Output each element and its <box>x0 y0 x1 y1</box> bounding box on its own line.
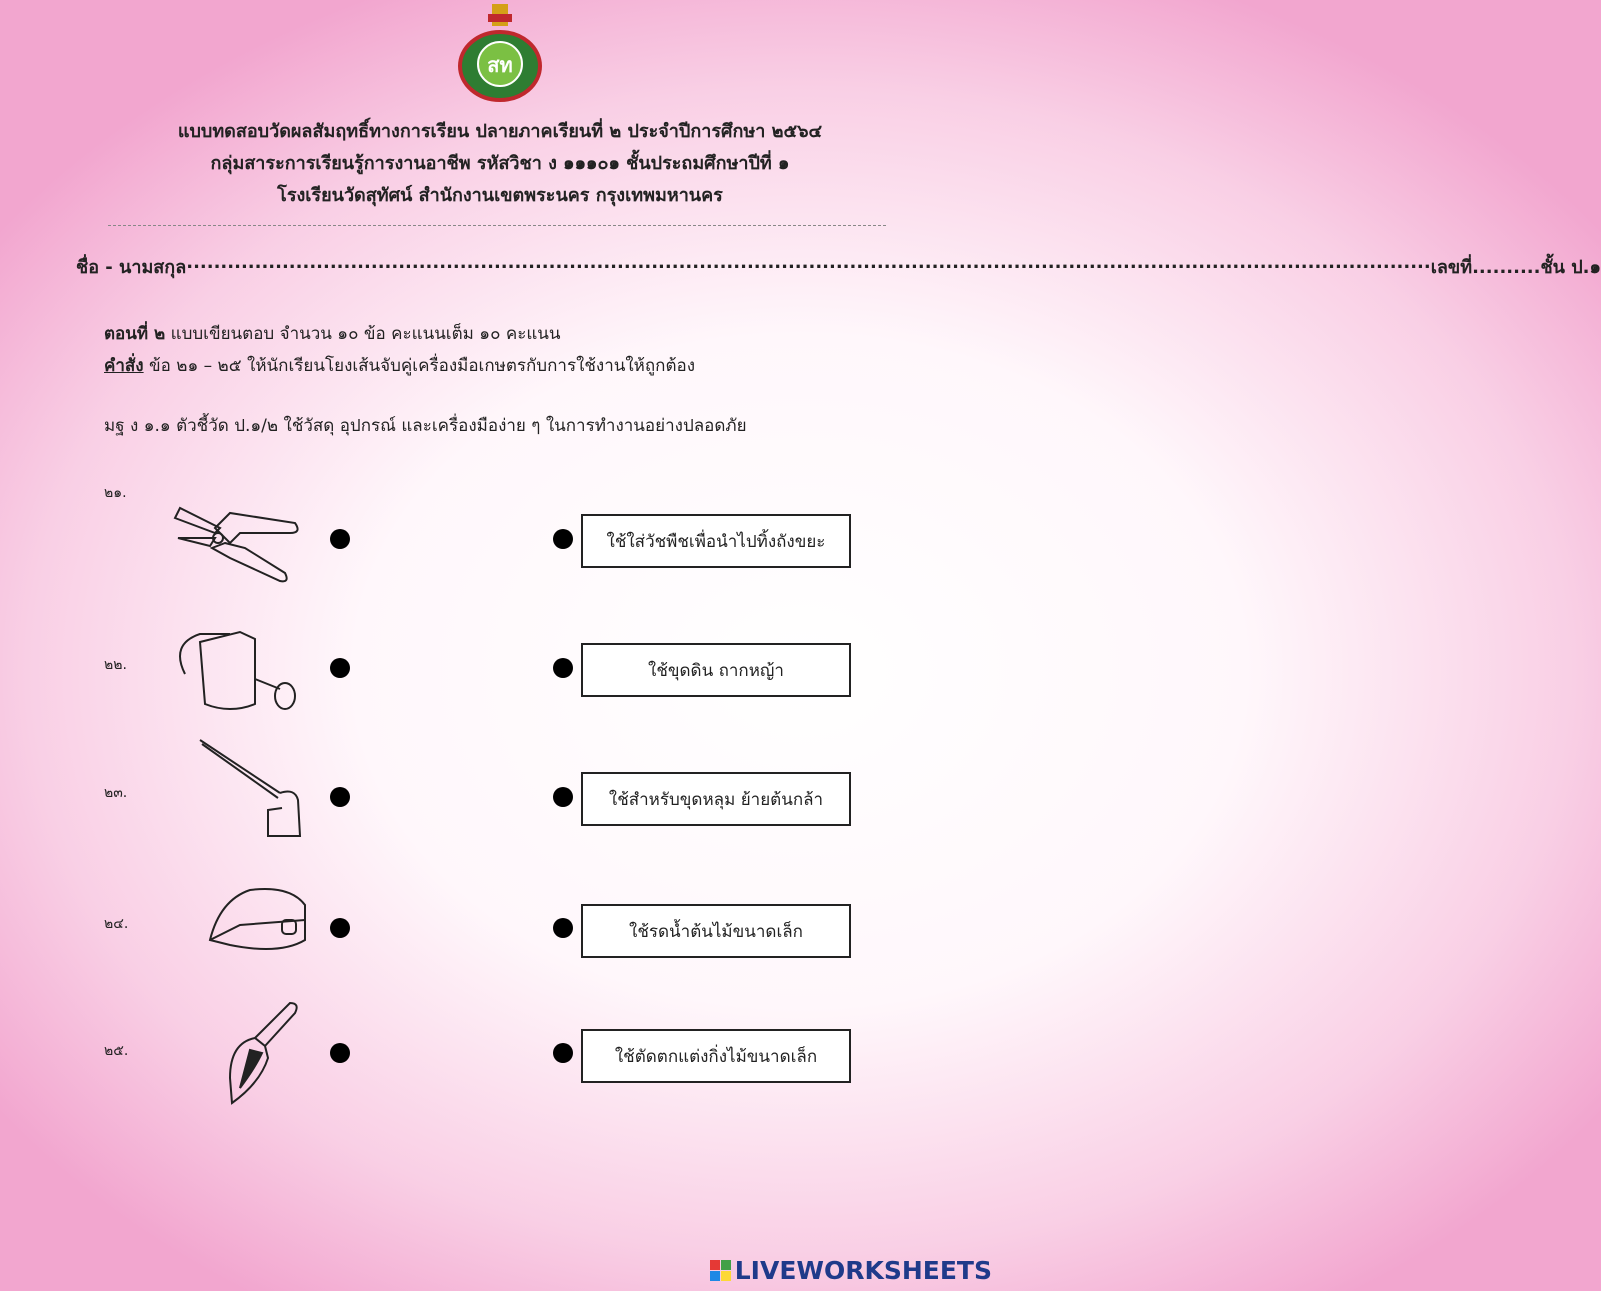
answer-box: ใช้ตัดตกแต่งกิ่งไม้ขนาดเล็ก <box>581 1029 851 1083</box>
answer-box: ใช้รดน้ำต้นไม้ขนาดเล็ก <box>581 904 851 958</box>
number-label: เลขที่.......... <box>1430 257 1541 278</box>
answer-box: ใช้ขุดดิน ถากหญ้า <box>581 643 851 697</box>
pruning-shears-icon <box>170 488 305 592</box>
watermark-text: LIVEWORKSHEETS <box>734 1256 992 1285</box>
header-line-3: โรงเรียนวัดสุทัศน์ สำนักงานเขตพระนคร กรุงเทพมหานคร <box>277 185 723 206</box>
question-number: ๒๕. <box>104 1043 129 1059</box>
svg-text:สท: สท <box>487 53 513 77</box>
instruction-label: คำสั่ง <box>104 356 144 376</box>
left-match-dot[interactable] <box>330 918 350 938</box>
right-match-dot[interactable] <box>553 658 573 678</box>
question-number: ๒๑. <box>104 485 127 501</box>
left-match-dot[interactable] <box>330 787 350 807</box>
instruction-text: ข้อ ๒๑ – ๒๕ ให้นักเรียนโยงเส้นจับคู่เครื่องมือเกษตรกับการใช้งานให้ถูกต้อง <box>143 356 696 376</box>
answer-box: ใช้ใส่วัชพืชเพื่อนำไปทิ้งถังขยะ <box>581 514 851 568</box>
instruction <box>104 352 695 379</box>
school-logo <box>452 4 548 108</box>
divider <box>108 225 886 226</box>
right-match-dot[interactable] <box>553 1043 573 1063</box>
student-info-line <box>76 252 1601 281</box>
liveworksheets-watermark <box>710 1256 992 1285</box>
name-field[interactable]: ...................................................................................................................................................................................... <box>186 252 1431 273</box>
name-label: ชื่อ - นามสกุล <box>76 257 187 278</box>
standard-text: มฐ ง ๑.๑ ตัวชี้วัด ป.๑/๒ ใช้วัสดุ อุปกรณ์ และเครื่องมือง่าย ๆ ในการทำงานอย่างปลอดภัย <box>104 416 747 436</box>
section-title: ตอนที่ ๒ <box>104 324 166 344</box>
header-line-2: กลุ่มสาระการเรียนรู้การงานอาชีพ รหัสวิชา ง ๑๑๑๐๑ ชั้นประถมศึกษาปีที่ ๑ <box>210 153 790 174</box>
trowel-icon <box>170 998 305 1112</box>
header-line-1: แบบทดสอบวัดผลสัมฤทธิ์ทางการเรียน ปลายภาคเรียนที่ ๒ ประจำปีการศึกษา ๒๕๖๔ <box>177 121 823 142</box>
question-number: ๒๔. <box>104 916 129 932</box>
section-desc: แบบเขียนตอบ จำนวน ๑๐ ข้อ คะแนนเต็ม ๑๐ คะแนน <box>165 324 561 344</box>
right-match-dot[interactable] <box>553 787 573 807</box>
left-match-dot[interactable] <box>330 1043 350 1063</box>
liveworksheets-logo-icon <box>710 1260 731 1281</box>
left-match-dot[interactable] <box>330 529 350 549</box>
left-match-dot[interactable] <box>330 658 350 678</box>
question-number: ๒๒. <box>104 657 127 673</box>
class-label: ชั้น ป.๑ <box>1540 257 1601 278</box>
answer-box: ใช้สำหรับขุดหลุม ย้ายต้นกล้า <box>581 772 851 826</box>
watering-can-icon <box>170 624 305 723</box>
right-match-dot[interactable] <box>553 918 573 938</box>
section-heading <box>104 320 561 347</box>
hoe-icon <box>170 738 305 847</box>
dustpan-icon <box>170 880 310 974</box>
question-number: ๒๓. <box>104 785 128 801</box>
right-match-dot[interactable] <box>553 529 573 549</box>
